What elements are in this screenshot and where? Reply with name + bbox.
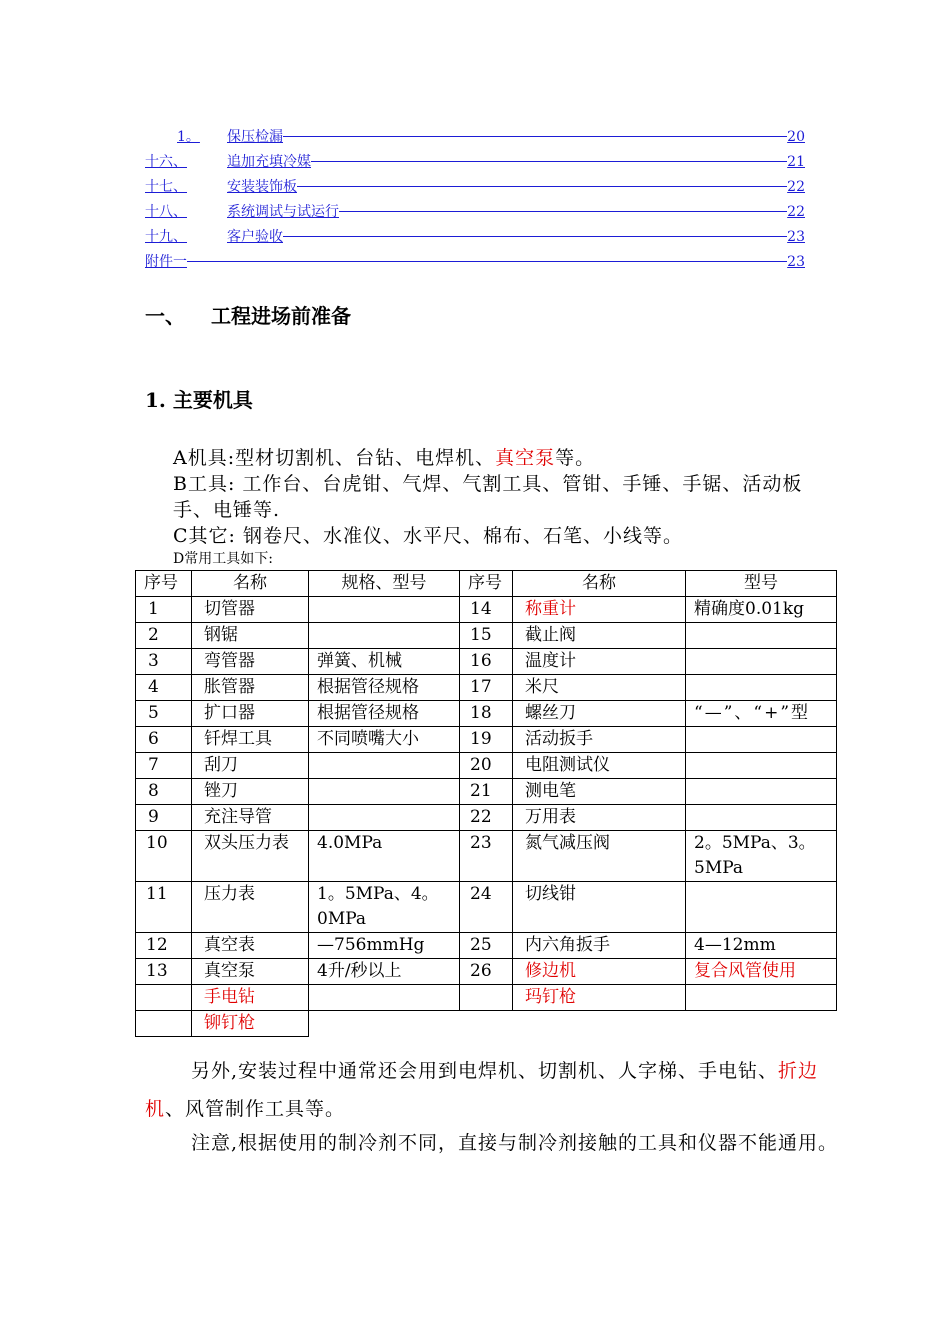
table-cell: 钎焊工具 <box>192 727 309 753</box>
table-header-cell: 型号 <box>686 571 837 597</box>
table-cell: 米尺 <box>513 675 686 701</box>
table-cell: 锉刀 <box>192 779 309 805</box>
table-header-cell: 序号 <box>136 571 192 597</box>
table-of-contents <box>145 126 805 276</box>
table-header-row <box>136 571 837 597</box>
table-row <box>136 779 837 805</box>
toc-number: 十九、 <box>145 229 187 245</box>
table-cell: 4—12mm <box>686 933 837 959</box>
table-row <box>136 882 837 933</box>
toc-entry[interactable] <box>145 176 805 201</box>
toc-page: 20 <box>787 129 805 145</box>
table-row <box>136 701 837 727</box>
paragraph-note <box>145 1124 850 1162</box>
table-cell: 真空表 <box>192 933 309 959</box>
table-cell: 手电钻 <box>192 985 309 1011</box>
table-cell: 铆钉枪 <box>192 1011 309 1037</box>
toc-entry[interactable] <box>145 151 805 176</box>
table-cell: 切管器 <box>192 597 309 623</box>
table-cell: 1。5MPa、4。0MPa <box>309 882 460 933</box>
paragraph-text: 、风管制作工具等。 <box>165 1098 346 1120</box>
toc-title: 安装装饰板 <box>227 179 297 195</box>
table-cell: 活动扳手 <box>513 727 686 753</box>
table-cell <box>309 779 460 805</box>
table-cell: 15 <box>460 623 513 649</box>
toc-leader <box>339 211 787 212</box>
toc-page: 23 <box>787 254 805 270</box>
table-row <box>136 831 837 882</box>
table-cell: 双头压力表 <box>192 831 309 882</box>
table-cell <box>686 753 837 779</box>
table-cell: 螺丝刀 <box>513 701 686 727</box>
table-row <box>136 675 837 701</box>
table-cell: 7 <box>136 753 192 779</box>
section-title: 工程进场前准备 <box>211 304 351 328</box>
table-cell: 3 <box>136 649 192 675</box>
table-row <box>136 753 837 779</box>
table-cell: 不同喷嘴大小 <box>309 727 460 753</box>
toc-title: 系统调试与试运行 <box>227 204 339 220</box>
table-cell <box>686 727 837 753</box>
table-cell: 5 <box>136 701 192 727</box>
subsection-heading: 1. 主要机具 <box>145 388 253 412</box>
table-cell: 真空泵 <box>192 959 309 985</box>
table-row <box>136 985 837 1011</box>
table-cell: 切线钳 <box>513 882 686 933</box>
table-cell <box>309 805 460 831</box>
table-cell: 钢锯 <box>192 623 309 649</box>
table-row <box>136 623 837 649</box>
table-cell: 4升/秒以上 <box>309 959 460 985</box>
table-cell <box>309 985 460 1011</box>
toc-entry[interactable] <box>145 126 805 151</box>
table-cell: 充注导管 <box>192 805 309 831</box>
table-cell <box>686 805 837 831</box>
toc-entry[interactable] <box>145 226 805 251</box>
table-cell <box>686 985 837 1011</box>
paragraph-text: 另外,安装过程中通常还会用到电焊机、切割机、人字梯、手电钻、 <box>191 1060 779 1082</box>
table-cell: 12 <box>136 933 192 959</box>
table-cell: 6 <box>136 727 192 753</box>
table-cell: 万用表 <box>513 805 686 831</box>
table-cell: 26 <box>460 959 513 985</box>
tools-b-line: B工具: 工作台、台虎钳、气焊、气割工具、管钳、手锤、手锯、活动板手、电锤等. <box>173 473 803 521</box>
section-number: 一、 <box>145 304 185 328</box>
table-cell <box>309 623 460 649</box>
table-cell: 氮气减压阀 <box>513 831 686 882</box>
table-cell: 扩口器 <box>192 701 309 727</box>
table-cell <box>686 779 837 805</box>
table-cell: —756mmHg <box>309 933 460 959</box>
table-empty-area <box>309 1011 837 1037</box>
toc-number: 十六、 <box>145 154 187 170</box>
table-cell: 19 <box>460 727 513 753</box>
tools-a-suffix: 等。 <box>555 447 596 469</box>
toc-leader <box>283 136 787 137</box>
toc-leader <box>311 161 787 162</box>
table-cell: 2。5MPa、3。5MPa <box>686 831 837 882</box>
tools-table <box>135 570 837 1037</box>
table-cell: 根据管径规格 <box>309 701 460 727</box>
table-row <box>136 597 837 623</box>
table-cell: 温度计 <box>513 649 686 675</box>
toc-title: 保压检漏 <box>227 129 283 145</box>
table-cell: 压力表 <box>192 882 309 933</box>
toc-page: 22 <box>787 204 805 220</box>
paragraph-text: 注意,根据使用的制冷剂不同，直接与制冷剂接触的工具和仪器不能通用。 <box>191 1132 839 1154</box>
table-cell <box>686 623 837 649</box>
table-cell <box>460 985 513 1011</box>
tools-description <box>173 445 833 549</box>
toc-page: 21 <box>787 154 805 170</box>
table-cell: 玛钉枪 <box>513 985 686 1011</box>
paragraph-additional-tools <box>145 1052 850 1128</box>
highlight-text: 真空泵 <box>495 447 556 469</box>
toc-entry[interactable] <box>145 201 805 226</box>
table-cell <box>686 882 837 933</box>
table-cell: 胀管器 <box>192 675 309 701</box>
table-cell: 24 <box>460 882 513 933</box>
table-row <box>136 727 837 753</box>
toc-number: 附件一 <box>145 254 187 270</box>
toc-entry[interactable] <box>145 251 805 276</box>
table-cell: 弯管器 <box>192 649 309 675</box>
table-cell: 复合风管使用 <box>686 959 837 985</box>
table-cell: 10 <box>136 831 192 882</box>
table-cell: 根据管径规格 <box>309 675 460 701</box>
table-cell: 16 <box>460 649 513 675</box>
table-cell <box>309 597 460 623</box>
table-cell: 电阻测试仪 <box>513 753 686 779</box>
table-header-cell: 名称 <box>192 571 309 597</box>
table-cell: 称重计 <box>513 597 686 623</box>
tools-d-line: D常用工具如下: <box>173 551 273 567</box>
tools-c-line: C其它: 钢卷尺、水准仪、水平尺、棉布、石笔、小线等。 <box>173 525 683 547</box>
table-cell: 13 <box>136 959 192 985</box>
table-cell: 22 <box>460 805 513 831</box>
toc-number: 十八、 <box>145 204 187 220</box>
table-cell: 内六角扳手 <box>513 933 686 959</box>
tools-a-line <box>173 445 833 471</box>
table-row <box>136 1011 837 1037</box>
table-cell: 修边机 <box>513 959 686 985</box>
table-cell: 4.0MPa <box>309 831 460 882</box>
table-cell: “—”、“+”型 <box>686 701 837 727</box>
toc-page: 22 <box>787 179 805 195</box>
toc-leader <box>283 236 787 237</box>
table-cell: 9 <box>136 805 192 831</box>
table-cell: 25 <box>460 933 513 959</box>
table-cell: 2 <box>136 623 192 649</box>
table-cell: 截止阀 <box>513 623 686 649</box>
toc-title: 客户验收 <box>227 229 283 245</box>
table-row <box>136 649 837 675</box>
table-cell: 21 <box>460 779 513 805</box>
table-cell: 8 <box>136 779 192 805</box>
table-header-cell: 名称 <box>513 571 686 597</box>
toc-number: 1。 <box>177 129 200 145</box>
table-cell: 精确度0.01kg <box>686 597 837 623</box>
table-cell: 弹簧、机械 <box>309 649 460 675</box>
toc-title: 追加充填冷媒 <box>227 154 311 170</box>
table-cell <box>309 753 460 779</box>
table-cell: 11 <box>136 882 192 933</box>
table-cell: 23 <box>460 831 513 882</box>
toc-leader <box>187 261 787 262</box>
toc-leader <box>297 186 787 187</box>
highlight-text: 折边机 <box>145 1060 819 1120</box>
table-cell: 刮刀 <box>192 753 309 779</box>
table-cell <box>136 985 192 1011</box>
section-heading <box>145 300 351 329</box>
table-cell: 18 <box>460 701 513 727</box>
table-row <box>136 805 837 831</box>
table-row <box>136 933 837 959</box>
toc-number: 十七、 <box>145 179 187 195</box>
table-cell: 17 <box>460 675 513 701</box>
table-cell: 测电笔 <box>513 779 686 805</box>
table-cell: 14 <box>460 597 513 623</box>
table-cell: 4 <box>136 675 192 701</box>
table-header-cell: 规格、型号 <box>309 571 460 597</box>
table-cell <box>686 675 837 701</box>
table-cell <box>686 649 837 675</box>
table-row <box>136 959 837 985</box>
toc-page: 23 <box>787 229 805 245</box>
table-cell <box>136 1011 192 1037</box>
table-cell: 1 <box>136 597 192 623</box>
tools-a-text: A机具:型材切割机、台钻、电焊机、 <box>173 447 496 469</box>
table-header-cell: 序号 <box>460 571 513 597</box>
table-cell: 20 <box>460 753 513 779</box>
